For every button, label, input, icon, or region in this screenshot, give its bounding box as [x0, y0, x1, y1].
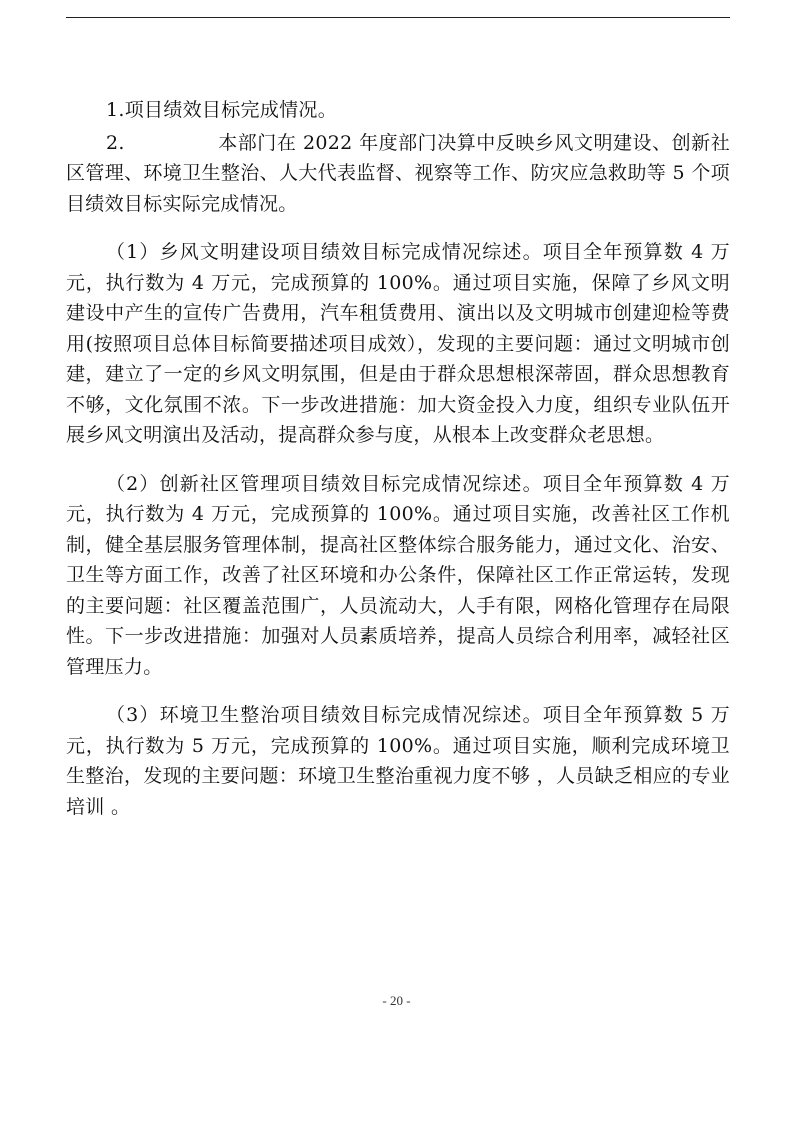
paragraph-environmental-sanitation: （3）环境卫生整治项目绩效目标完成情况综述。项目全年预算数 5 万元，执行数为 5 万元，完成预算的 100%。通过项目实施，顺利完成环境卫生整治，发现的主要问题：环境卫生整治重视力度不够 ，人员缺乏相应的专业培训 。: [66, 704, 730, 818]
paragraph-rural-civilization: （1）乡风文明建设项目绩效目标完成情况综述。项目全年预算数 4 万元，执行数为 4 万元，完成预算的 100%。通过项目实施，保障了乡风文明建设中产生的宣传广告费用，汽车租赁费用、演出以及文明城市创建迎检等费用(按照项目总体目标简要描述项目成效），发现的主要问题：通过文明城市创建，建立了一定的乡风文明氛围，但是由于群众思想根深蒂固，群众思想教育不够，文化氛围不浓。下一步改进措施：加大资金投入力度，组织专业队伍开展乡风文明演出及活动，提高群众参与度，从根本上改变群众老思想。: [66, 241, 730, 446]
intro-text: 本部门在 2022 年度部门决算中反映乡风文明建设、创新社区管理、环境卫生整治、人大代表监督、视察等工作、防灾应急救助等 5 个项目绩效目标实际完成情况。: [66, 131, 730, 215]
page-number: - 20 -: [382, 993, 411, 1008]
section-heading: 1.项目绩效目标完成情况。: [106, 99, 338, 121]
paragraph-community-management: （2）创新社区管理项目绩效目标完成情况综述。项目全年预算数 4 万元，执行数为 4 万元，完成预算的 100%。通过项目实施，改善社区工作机制，健全基层服务管理体制，提高社区整体综合服务能力，通过文化、治安、卫生等方面工作，改善了社区环境和办公条件，保障社区工作正常运转，发现的主要问题：社区覆盖范围广，人员流动大，人手有限，网格化管理存在局限性。下一步改进措施：加强对人员素质培养，提高人员综合利用率，减轻社区管理压力。: [66, 472, 730, 678]
header-rule: [66, 17, 730, 18]
intro-number: 2.: [106, 131, 125, 154]
document-body: [66, 95, 730, 822]
intro-paragraph: [66, 128, 730, 220]
